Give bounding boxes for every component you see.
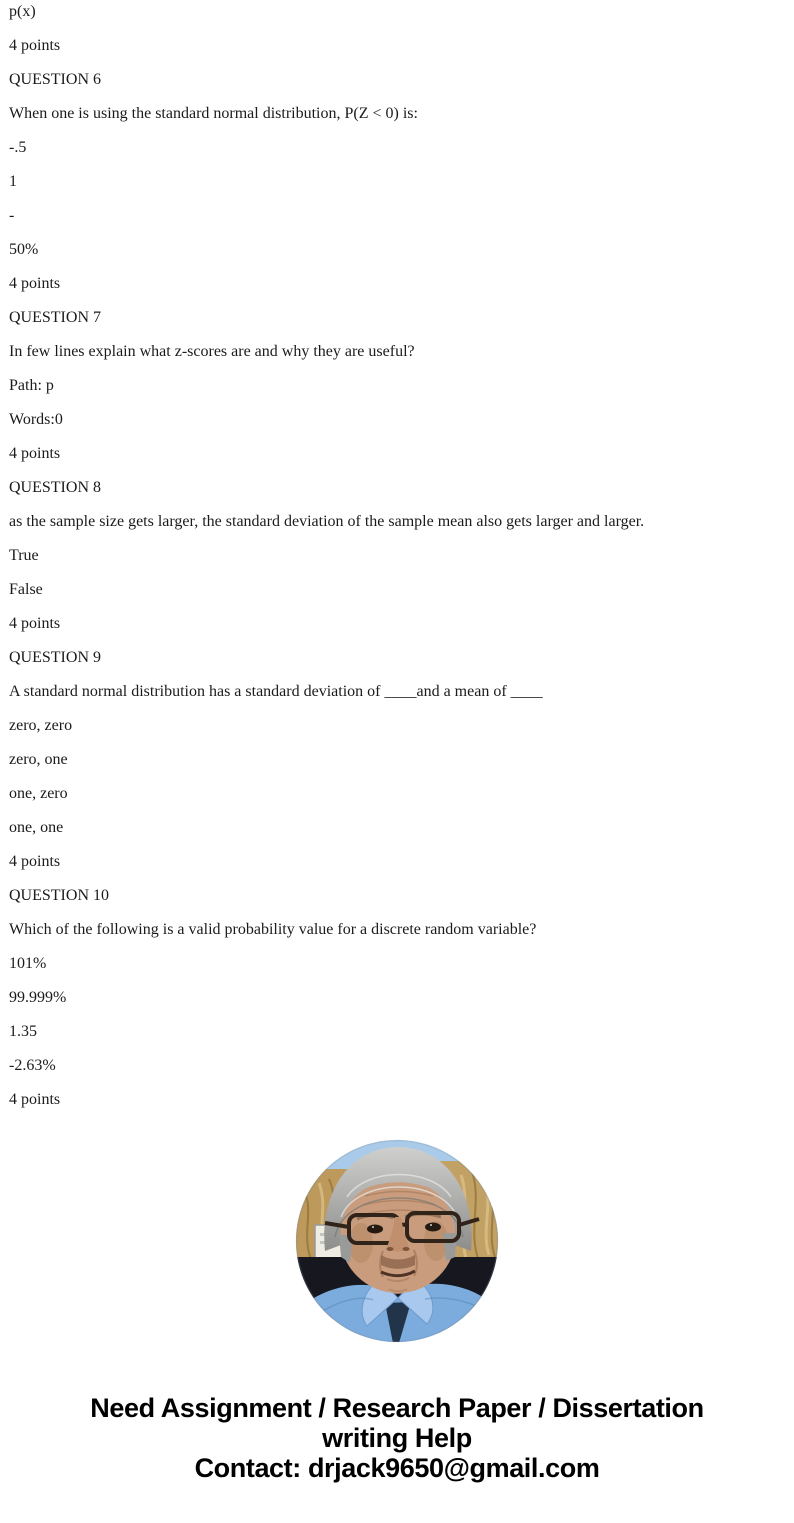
doc-line: -.5 — [9, 139, 27, 156]
footer-heading-line1: Need Assignment / Research Paper / Dissertation — [90, 1393, 704, 1423]
doc-line: QUESTION 7 — [9, 309, 101, 326]
footer-heading-line2: writing Help — [322, 1423, 472, 1453]
doc-line: 101% — [9, 955, 47, 972]
doc-line: When one is using the standard normal distribution, P(Z < 0) is: — [9, 105, 418, 122]
doc-line: 99.999% — [9, 989, 67, 1006]
doc-line: 4 points — [9, 445, 61, 462]
doc-line: Path: p — [9, 377, 54, 394]
doc-line: 4 points — [9, 275, 61, 292]
doc-line: Which of the following is a valid probability value for a discrete random variable? — [9, 921, 537, 938]
doc-line: as the sample size gets larger, the standard deviation of the sample mean also gets larger and larger. — [9, 513, 645, 530]
tutor-portrait-photo — [295, 1139, 499, 1343]
footer-banner — [0, 1393, 794, 1483]
doc-line: 1 — [9, 173, 17, 190]
doc-line: 4 points — [9, 37, 61, 54]
doc-line: one, zero — [9, 785, 68, 802]
doc-line: -2.63% — [9, 1057, 56, 1074]
doc-line: zero, zero — [9, 717, 73, 734]
doc-line: QUESTION 8 — [9, 479, 101, 496]
doc-line: 50% — [9, 241, 39, 258]
doc-line: 4 points — [9, 615, 61, 632]
doc-line: p(x) — [9, 3, 36, 20]
footer-contact-email: Contact: drjack9650@gmail.com — [194, 1453, 600, 1483]
doc-line: A standard normal distribution has a standard deviation of ____and a mean of ____ — [9, 683, 543, 700]
doc-line: 4 points — [9, 853, 61, 870]
doc-line: Words:0 — [9, 411, 63, 428]
doc-line: - — [9, 207, 15, 224]
doc-line: QUESTION 6 — [9, 71, 101, 88]
doc-line: one, one — [9, 819, 64, 836]
doc-line: 4 points — [9, 1091, 61, 1108]
doc-line: zero, one — [9, 751, 68, 768]
doc-line: In few lines explain what z-scores are and why they are useful? — [9, 343, 415, 360]
avatar-container — [0, 1139, 794, 1343]
doc-line: QUESTION 10 — [9, 887, 109, 904]
doc-line: QUESTION 9 — [9, 649, 101, 666]
doc-line: True — [9, 547, 39, 564]
doc-line: 1.35 — [9, 1023, 37, 1040]
doc-line: False — [9, 581, 43, 598]
